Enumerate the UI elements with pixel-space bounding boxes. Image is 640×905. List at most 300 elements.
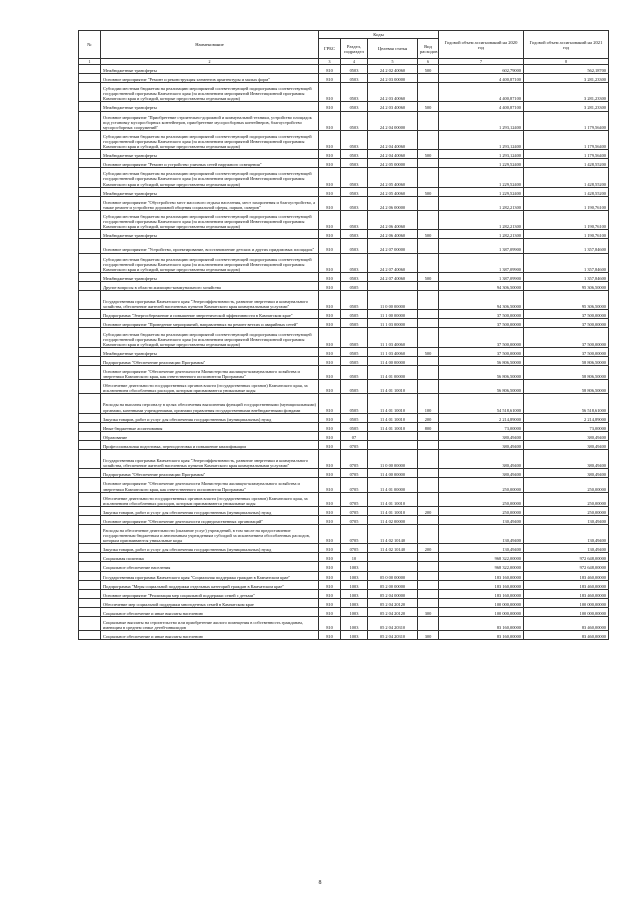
grbs-code: 810 xyxy=(319,319,341,328)
row-number-cell xyxy=(79,102,101,111)
target-article: 11 4 00 00000 xyxy=(368,356,418,365)
grbs-code: 810 xyxy=(319,562,341,571)
row-number-cell xyxy=(79,356,101,365)
expense-type xyxy=(418,469,439,478)
grbs-code: 810 xyxy=(319,272,341,281)
target-article: 24 2 02 40060 xyxy=(368,65,418,74)
row-number-cell xyxy=(79,130,101,149)
amount-2021: 37 500,00000 xyxy=(524,310,609,319)
table-row xyxy=(79,469,609,478)
table-row xyxy=(79,580,609,589)
col-num: 6 xyxy=(418,59,439,65)
table-body xyxy=(79,65,609,640)
col-num: 7 xyxy=(439,59,524,65)
grbs-code: 810 xyxy=(319,239,341,253)
grbs-code: 810 xyxy=(319,230,341,239)
row-number-cell xyxy=(79,281,101,290)
row-number-cell xyxy=(79,431,101,440)
expense-type: 200 xyxy=(418,413,439,422)
target-article: 05 2 04 20310 xyxy=(368,631,418,640)
table-row xyxy=(79,74,609,83)
grbs-code: 810 xyxy=(319,347,341,356)
section-code: 0705 xyxy=(341,440,368,449)
amount-2020: 250,00000 xyxy=(439,492,524,506)
section-code: 0503 xyxy=(341,74,368,83)
amount-2020: 56 806,50000 xyxy=(439,356,524,365)
table-row xyxy=(79,562,609,571)
grbs-code: 810 xyxy=(319,196,341,210)
expense-type xyxy=(418,431,439,440)
expense-type xyxy=(418,291,439,310)
row-number-cell xyxy=(79,319,101,328)
row-name: Межбюджетные трансферты xyxy=(101,187,319,196)
row-number-cell xyxy=(79,450,101,469)
grbs-code: 810 xyxy=(319,328,341,347)
amount-2020: 1 387,09900 xyxy=(439,239,524,253)
amount-2020: 130,49400 xyxy=(439,515,524,524)
expense-type xyxy=(418,130,439,149)
grbs-code: 810 xyxy=(319,469,341,478)
section-code: 1003 xyxy=(341,607,368,616)
target-article: 24 2 04 00000 xyxy=(368,111,418,130)
row-name: Основное мероприятие "Ремонт и реконструкция элементов архитектуры и малых форм" xyxy=(101,74,319,83)
amount-2021: 380,49400 xyxy=(524,469,609,478)
target-article: 11 0 00 00000 xyxy=(368,291,418,310)
expense-type xyxy=(418,310,439,319)
expense-type xyxy=(418,83,439,102)
col-num: 3 xyxy=(319,59,341,65)
amount-2021: 1 428,55200 xyxy=(524,168,609,187)
row-name: Межбюджетные трансферты xyxy=(101,150,319,159)
expense-type: 500 xyxy=(418,65,439,74)
target-article xyxy=(368,281,418,290)
section-code: 0503 xyxy=(341,239,368,253)
target-article: 24 2 07 40060 xyxy=(368,272,418,281)
section-code: 0503 xyxy=(341,102,368,111)
amount-2021: 130,49400 xyxy=(524,524,609,543)
amount-2020: 1 282,21300 xyxy=(439,196,524,210)
table-row xyxy=(79,356,609,365)
table-row xyxy=(79,347,609,356)
target-article: 11 1 00 00000 xyxy=(368,310,418,319)
amount-2021: 83 460,00000 xyxy=(524,631,609,640)
table-row xyxy=(79,515,609,524)
target-article xyxy=(368,431,418,440)
row-name: Социальное обеспечение и иные выплаты населению xyxy=(101,631,319,640)
target-article xyxy=(368,562,418,571)
amount-2021: 1 428,55200 xyxy=(524,187,609,196)
section-code: 0505 xyxy=(341,310,368,319)
table-row xyxy=(79,394,609,413)
amount-2020: 4 400,87100 xyxy=(439,74,524,83)
expense-type: 500 xyxy=(418,347,439,356)
row-name: Закупка товаров, работ и услуг для обеспечения государственных (муниципальных) нужд xyxy=(101,544,319,553)
grbs-code: 810 xyxy=(319,422,341,431)
row-name: Межбюджетные трансферты xyxy=(101,230,319,239)
row-name: Межбюджетные трансферты xyxy=(101,65,319,74)
expense-type xyxy=(418,196,439,210)
amount-2020: 4 400,87100 xyxy=(439,102,524,111)
amount-2021: 1 357,84600 xyxy=(524,272,609,281)
amount-2021: 250,00000 xyxy=(524,478,609,492)
row-name: Государственная программа Камчатского края "Социальная поддержка граждан в Камчатском крае" xyxy=(101,571,319,580)
amount-2020: 130,49400 xyxy=(439,524,524,543)
row-number-cell xyxy=(79,159,101,168)
section-code: 0503 xyxy=(341,272,368,281)
section-code: 0505 xyxy=(341,422,368,431)
amount-2021: 58 806,50000 xyxy=(524,356,609,365)
target-article: 24 2 06 40060 xyxy=(368,230,418,239)
section-code: 0505 xyxy=(341,380,368,394)
col-num: 5 xyxy=(368,59,418,65)
grbs-code: 810 xyxy=(319,515,341,524)
table-row xyxy=(79,83,609,102)
table-row xyxy=(79,196,609,210)
amount-2020: 37 500,00000 xyxy=(439,347,524,356)
col-num: 2 xyxy=(101,59,319,65)
header-row-1 xyxy=(79,31,609,39)
codes-group-header: Коды xyxy=(319,31,439,39)
amount-2021: 100 000,00000 xyxy=(524,598,609,607)
table-row xyxy=(79,130,609,149)
row-number-cell xyxy=(79,83,101,102)
row-name: Социальные выплаты на строительство или приобретение жилого помещения в собственность гражданам, имеющим в среднем семье детей-инвалидов xyxy=(101,617,319,631)
amount-2021: 250,00000 xyxy=(524,506,609,515)
target-article: 11 0 00 00000 xyxy=(368,450,418,469)
grbs-code: 810 xyxy=(319,413,341,422)
amount-2021: 37 500,00000 xyxy=(524,347,609,356)
expense-type: 300 xyxy=(418,607,439,616)
amount-2021: 73,00000 xyxy=(524,422,609,431)
amount-2021: 1 357,84600 xyxy=(524,239,609,253)
row-name: Межбюджетные трансферты xyxy=(101,102,319,111)
table-row xyxy=(79,544,609,553)
table-row xyxy=(79,319,609,328)
col-section-header: Раздел, подраздел xyxy=(341,39,368,59)
grbs-code: 810 xyxy=(319,478,341,492)
row-name: Основное мероприятие "Реализация мер социальной поддержки семей с детьми" xyxy=(101,589,319,598)
amount-2020: 83 160,00000 xyxy=(439,631,524,640)
target-article: 24 2 04 40060 xyxy=(368,150,418,159)
col-name-header: Наименование xyxy=(101,31,319,59)
section-code: 1003 xyxy=(341,589,368,598)
expense-type: 500 xyxy=(418,150,439,159)
section-code: 1003 xyxy=(341,598,368,607)
target-article: 24 2 05 40060 xyxy=(368,187,418,196)
grbs-code: 810 xyxy=(319,431,341,440)
grbs-code: 810 xyxy=(319,394,341,413)
amount-2021: 100 000,00000 xyxy=(524,607,609,616)
amount-2020: 183 160,00000 xyxy=(439,580,524,589)
row-name: Подпрограмма "Меры социальной поддержки отдельных категорий граждан в Камчатском крае" xyxy=(101,580,319,589)
grbs-code: 810 xyxy=(319,74,341,83)
col-num: 1 xyxy=(79,59,101,65)
row-name: Основное мероприятие "Обеспечение деятельности Министерства жилищно-коммунального хозяйства и энергетики Камчатского края, как ответственного исполнителя Программы" xyxy=(101,478,319,492)
section-code: 0505 xyxy=(341,365,368,379)
expense-type xyxy=(418,281,439,290)
row-number-cell xyxy=(79,380,101,394)
row-number-cell xyxy=(79,365,101,379)
amount-2021: 250,00000 xyxy=(524,492,609,506)
row-number-cell xyxy=(79,253,101,272)
expense-type xyxy=(418,253,439,272)
section-code: 0505 xyxy=(341,356,368,365)
amount-2021: 1 179,56400 xyxy=(524,150,609,159)
expense-type xyxy=(418,356,439,365)
table-row xyxy=(79,281,609,290)
row-number-cell xyxy=(79,607,101,616)
amount-2020: 250,00000 xyxy=(439,478,524,492)
row-name: Подпрограмма "Энергосбережение и повышение энергетической эффективности в Камчатском крае" xyxy=(101,310,319,319)
row-name: Расходы на выплаты персоналу в целях обеспечения выполнения функций государственными (муниципальными) органами, казенными учреждениями, органами управления государственными внебюджетными фондами xyxy=(101,394,319,413)
expense-type: 500 xyxy=(418,230,439,239)
row-name: Основное мероприятие "Обеспечение деятельности подведомственных организаций" xyxy=(101,515,319,524)
amount-2020: 1 293,12400 xyxy=(439,150,524,159)
expense-type: 200 xyxy=(418,506,439,515)
target-article xyxy=(368,553,418,562)
amount-2021: 972 648,00000 xyxy=(524,562,609,571)
target-article: 11 4 00 00000 xyxy=(368,469,418,478)
expense-type xyxy=(418,580,439,589)
section-code: 1003 xyxy=(341,617,368,631)
col-2020-header: Годовой объем ассигнований на 2020 год xyxy=(439,31,524,59)
row-name: Другие вопросы в области жилищно-коммунального хозяйства xyxy=(101,281,319,290)
row-number-cell xyxy=(79,478,101,492)
amount-2021: 95 306,50000 xyxy=(524,291,609,310)
section-code: 0705 xyxy=(341,478,368,492)
amount-2020: 1 282,21300 xyxy=(439,230,524,239)
row-number-cell xyxy=(79,440,101,449)
amount-2021: 183 460,00000 xyxy=(524,571,609,580)
target-article xyxy=(368,440,418,449)
amount-2020: 380,49400 xyxy=(439,469,524,478)
row-name: Государственная программа Камчатского края "Энергоэффективность, развитие энергетики и коммунального хозяйства, обеспечение жителей населенных пунктов Камчатского края коммунальными услугами" xyxy=(101,450,319,469)
amount-2020: 37 500,00000 xyxy=(439,310,524,319)
table-row xyxy=(79,524,609,543)
amount-2021: 1 190,76100 xyxy=(524,230,609,239)
table-row xyxy=(79,598,609,607)
expense-type xyxy=(418,111,439,130)
row-name: Основное мероприятие "Ремонт и устройство уличных сетей наружного освещения" xyxy=(101,159,319,168)
amount-2021: 1 428,55200 xyxy=(524,159,609,168)
row-number-cell xyxy=(79,310,101,319)
amount-2020: 380,49400 xyxy=(439,440,524,449)
row-name: Расходы на обеспечение деятельности (оказание услуг) учреждений, в том числе на предоставление государственным бюджетным и автономным учреждениям субсидий за исключением обособленных расходов, которым присваиваются уникальные коды xyxy=(101,524,319,543)
expense-type xyxy=(418,617,439,631)
target-article: 05 2 00 00000 xyxy=(368,580,418,589)
amount-2020: 1 293,12400 xyxy=(439,130,524,149)
section-code: 1003 xyxy=(341,631,368,640)
col-no-header: № xyxy=(79,31,101,59)
row-name: Субсидии местным бюджетам на реализацию мероприятий соответствующей подпрограммы соответствующей государственной программы Камчатского края (за исключением мероприятий Инвестиционной программы Камчатского края и субсидий, которые предоставлены отдельным кодом) xyxy=(101,253,319,272)
grbs-code: 810 xyxy=(319,571,341,580)
grbs-code: 810 xyxy=(319,168,341,187)
section-code: 0503 xyxy=(341,130,368,149)
row-number-cell xyxy=(79,553,101,562)
amount-2020: 1 387,09900 xyxy=(439,253,524,272)
row-number-cell xyxy=(79,413,101,422)
grbs-code: 810 xyxy=(319,492,341,506)
section-code: 07 xyxy=(341,431,368,440)
row-number-cell xyxy=(79,617,101,631)
grbs-code: 810 xyxy=(319,524,341,543)
target-article: 24 2 07 00000 xyxy=(368,239,418,253)
expense-type xyxy=(418,553,439,562)
row-name: Закупка товаров, работ и услуг для обеспечения государственных (муниципальных) нужд xyxy=(101,506,319,515)
row-name: Основное мероприятие "Устройство, проектирование, восстановление детских и других придомовых площадок" xyxy=(101,239,319,253)
row-name: Обеспечение мер социальной поддержки многодетных семей в Камчатском крае xyxy=(101,598,319,607)
amount-2021: 130,49400 xyxy=(524,515,609,524)
row-name: Основное мероприятие "Приобретение строительно-дорожной и коммунальной техники, устройство площадок под установку мусоросборных контейнеров, приобретение мусоросборных контейнеров, благоустройство мусоросборных сооружений" xyxy=(101,111,319,130)
grbs-code: 810 xyxy=(319,598,341,607)
amount-2021: 1 179,56400 xyxy=(524,130,609,149)
grbs-code: 810 xyxy=(319,544,341,553)
table-row xyxy=(79,272,609,281)
grbs-code: 810 xyxy=(319,450,341,469)
grbs-code: 810 xyxy=(319,83,341,102)
col-target-header: Целевая статья xyxy=(368,39,418,59)
grbs-code: 810 xyxy=(319,553,341,562)
row-name: Образование xyxy=(101,431,319,440)
amount-2021: 130,49400 xyxy=(524,544,609,553)
amount-2021: 972 648,00000 xyxy=(524,553,609,562)
expense-type xyxy=(418,380,439,394)
table-row xyxy=(79,328,609,347)
amount-2021: 3 281,23300 xyxy=(524,83,609,102)
grbs-code: 810 xyxy=(319,291,341,310)
row-name: Закупка товаров, работ и услуг для обеспечения государственных (муниципальных) нужд xyxy=(101,413,319,422)
table-row xyxy=(79,506,609,515)
section-code: 0505 xyxy=(341,394,368,413)
amount-2020: 94 306,50000 xyxy=(439,291,524,310)
col-type-header: Вид расходов xyxy=(418,39,439,59)
section-code: 0705 xyxy=(341,492,368,506)
table-row xyxy=(79,607,609,616)
section-code: 0503 xyxy=(341,253,368,272)
row-name: Подпрограмма "Обеспечение реализации Программы" xyxy=(101,356,319,365)
amount-2021: 380,49400 xyxy=(524,431,609,440)
grbs-code: 810 xyxy=(319,440,341,449)
section-code: 0505 xyxy=(341,328,368,347)
row-number-cell xyxy=(79,187,101,196)
grbs-code: 810 xyxy=(319,65,341,74)
amount-2021: 562,18700 xyxy=(524,65,609,74)
section-code: 0705 xyxy=(341,450,368,469)
section-code: 0705 xyxy=(341,515,368,524)
amount-2020: 1 229,52400 xyxy=(439,168,524,187)
target-article: 11 4 01 10010 xyxy=(368,413,418,422)
amount-2021: 380,49400 xyxy=(524,450,609,469)
table-row xyxy=(79,168,609,187)
target-article: 11 4 02 10140 xyxy=(368,544,418,553)
row-number-cell xyxy=(79,111,101,130)
amount-2020: 100 000,00000 xyxy=(439,598,524,607)
section-code: 0705 xyxy=(341,544,368,553)
grbs-code: 810 xyxy=(319,150,341,159)
row-number-cell xyxy=(79,230,101,239)
expense-type xyxy=(418,328,439,347)
target-article: 05 0 00 00000 xyxy=(368,571,418,580)
row-number-cell xyxy=(79,394,101,413)
target-article: 11 4 01 00000 xyxy=(368,365,418,379)
expense-type xyxy=(418,365,439,379)
amount-2020: 1 293,12400 xyxy=(439,111,524,130)
amount-2021: 56 518,61000 xyxy=(524,394,609,413)
row-name: Социальная политика xyxy=(101,553,319,562)
table-row xyxy=(79,187,609,196)
section-code: 0503 xyxy=(341,150,368,159)
row-number-cell xyxy=(79,571,101,580)
target-article: 11 4 02 00000 xyxy=(368,515,418,524)
expense-type: 200 xyxy=(418,544,439,553)
row-name: Межбюджетные трансферты xyxy=(101,272,319,281)
amount-2020: 100 000,00000 xyxy=(439,607,524,616)
target-article: 11 4 01 10010 xyxy=(368,394,418,413)
row-name: Профессиональная подготовка, переподготовка и повышение квалификации xyxy=(101,440,319,449)
row-number-cell xyxy=(79,562,101,571)
table-row xyxy=(79,365,609,379)
table-row xyxy=(79,159,609,168)
table-row xyxy=(79,65,609,74)
expense-type xyxy=(418,159,439,168)
row-number-cell xyxy=(79,492,101,506)
grbs-code: 810 xyxy=(319,631,341,640)
expense-type xyxy=(418,589,439,598)
row-name: Социальное обеспечение и иные выплаты населению xyxy=(101,607,319,616)
row-name: Основное мероприятие "Обустройство мест массового отдыха населения, мест захоронения и благоустройство, а также ремонт и устройство дорожной общения социальной сферы, парков, скверов" xyxy=(101,196,319,210)
col-num: 4 xyxy=(341,59,368,65)
amount-2020: 183 160,00000 xyxy=(439,571,524,580)
target-article: 24 2 06 40060 xyxy=(368,210,418,229)
expense-type xyxy=(418,478,439,492)
amount-2021: 37 500,00000 xyxy=(524,319,609,328)
table-row xyxy=(79,310,609,319)
target-article: 05 2 04 20120 xyxy=(368,607,418,616)
row-number-cell xyxy=(79,328,101,347)
amount-2020: 183 160,00000 xyxy=(439,589,524,598)
target-article: 24 2 05 00000 xyxy=(368,159,418,168)
col-grbs-header: ГРБС xyxy=(319,39,341,59)
section-code: 0503 xyxy=(341,187,368,196)
section-code: 0503 xyxy=(341,210,368,229)
col-2021-header: Годовой объем ассигнований на 2021 год xyxy=(524,31,609,59)
amount-2020: 94 306,50000 xyxy=(439,281,524,290)
amount-2020: 2 214,89000 xyxy=(439,413,524,422)
row-name: Субсидии местным бюджетам на реализацию мероприятий соответствующей подпрограммы соответствующей государственной программы Камчатского края (за исключением мероприятий Инвестиционной программы Камчатского края и субсидий, которые предоставлены отдельным кодом) xyxy=(101,210,319,229)
row-number-cell xyxy=(79,74,101,83)
expense-type xyxy=(418,210,439,229)
target-article: 11 4 01 00000 xyxy=(368,478,418,492)
table-row xyxy=(79,380,609,394)
target-article: 24 2 03 00000 xyxy=(368,74,418,83)
grbs-code: 810 xyxy=(319,159,341,168)
grbs-code: 810 xyxy=(319,380,341,394)
row-name: Субсидии местным бюджетам на реализацию мероприятий соответствующей подпрограммы соответствующей государственной программы Камчатского края (за исключением мероприятий Инвестиционной программы Камчатского края и субсидий, которые предоставлены отдельным кодом) xyxy=(101,328,319,347)
expense-type: 100 xyxy=(418,394,439,413)
amount-2020: 83 160,00000 xyxy=(439,617,524,631)
target-article: 05 2 04 00000 xyxy=(368,589,418,598)
grbs-code: 810 xyxy=(319,589,341,598)
expense-type xyxy=(418,74,439,83)
amount-2020: 4 400,87100 xyxy=(439,83,524,102)
expense-type xyxy=(418,450,439,469)
target-article: 24 2 03 40060 xyxy=(368,102,418,111)
grbs-code: 810 xyxy=(319,187,341,196)
target-article: 05 2 04 20120 xyxy=(368,598,418,607)
col-num: 8 xyxy=(524,59,609,65)
amount-2020: 602,79000 xyxy=(439,65,524,74)
grbs-code: 810 xyxy=(319,580,341,589)
